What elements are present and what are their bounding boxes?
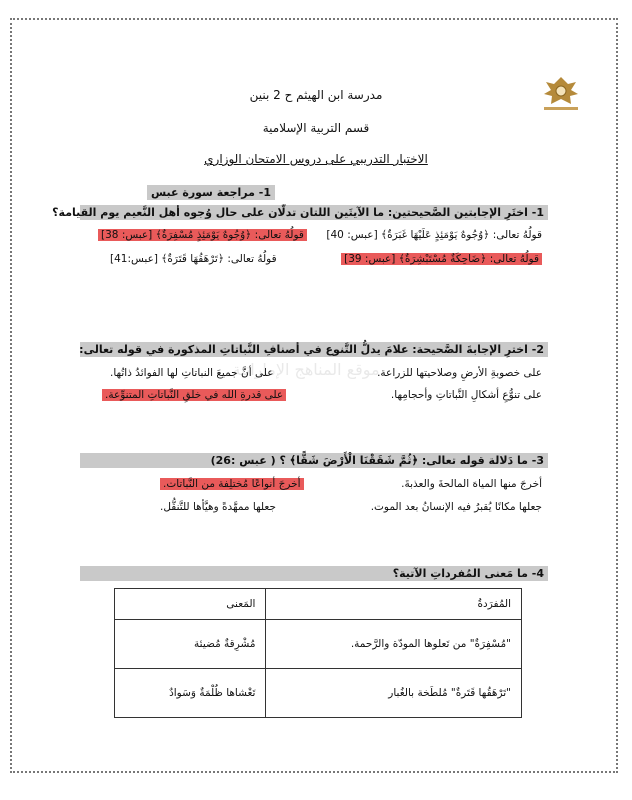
section3-question: 3- ما دَلالة قوله تعالى: ﴿ثُمَّ شَقَقْنَا الْأَرْضَ شَقًّا﴾ ؟ ( عبس :26) bbox=[80, 453, 548, 468]
s3-option-1: أخرجَ أنواعًا مُختلِفة من النَّباتات. bbox=[160, 478, 304, 490]
table-cell: مُشْرِقةٌ مُضيئة bbox=[115, 620, 266, 669]
s2-option-2: على تنوُّعِ أشكالِ النَّباتاتِ وأحجامِها. bbox=[390, 389, 542, 401]
department-title: قسم التربية الإسلامية bbox=[262, 121, 370, 135]
s2-option-0: على خصوبةِ الأرضِ وصلاحيتها للزراعة. bbox=[377, 367, 542, 379]
table-header-cell: المَعنى bbox=[115, 589, 266, 620]
s3-option-0: أخرجَ منها المياهَ المالحةَ والعذبةَ. bbox=[401, 478, 542, 490]
s3-option-2: جعلها مكانًا يُقبرُ فيه الإنسانُ بعد الموت. bbox=[370, 501, 542, 513]
table-row bbox=[115, 620, 522, 669]
s3-option-3: جعلها ممهَّدةً وهيَّأها للتَّنقُّل. bbox=[160, 501, 276, 513]
table-cell: "تَرْهَقُها قَتَرةٌ" مُلطَخة بالغُبار bbox=[266, 669, 522, 718]
s2-option-3: على قدرةِ الله في خلقِ النَّباتاتِ المتنوِّعة. bbox=[102, 389, 286, 401]
section1-title: 1- مراجعة سورة عبس bbox=[147, 185, 275, 200]
table-header-cell: المُفرَدةُ bbox=[266, 589, 522, 620]
vocabulary-table bbox=[114, 588, 522, 718]
watermark: موقع المناهج الإماراتية bbox=[232, 360, 380, 379]
s1-option-2: قولُهُ تعالى: ﴿ضَاحِكَةٌ مُسْتَبْشِرَةٌ﴾ [عبس: 39] bbox=[341, 253, 542, 265]
table-row bbox=[115, 669, 522, 718]
section2-question: 2- اخترِ الإجابةَ الصَّحيحة: علامَ يدلُّ التَّنوع في أصنافِ النَّباتاتِ المذكورة في قوله تعالى: bbox=[80, 342, 548, 357]
s2-option-1: على أنَّ جميعَ النباتاتِ لها الفوائدُ ذاتُها. bbox=[110, 367, 274, 379]
section4-question: 4- ما مَعنى المُفرداتِ الآتية؟ bbox=[80, 566, 548, 581]
exam-title: الاختبار التدريبي على دروس الامتحان الوزاري bbox=[204, 152, 428, 166]
s1-option-0: قولُهُ تعالى: ﴿وُجُوهٌ يَوْمَئِذٍ مُسْفِرَةٌ﴾ [عبس: 38] bbox=[98, 229, 307, 241]
school-name: مدرسة ابن الهيثم ح 2 بنين bbox=[249, 88, 383, 102]
s1-option-3: قولُهُ تعالى: ﴿تَرْهَقُهَا قَتَرَةٌ﴾ [عبس:41] bbox=[110, 253, 277, 265]
section1-question: 1- اختَرِ الإجابتين الصَّحيحتين: ما الآيتَين اللتان تدلّان على حال وُجوه أهل النَّعيم يوم القيامة؟ bbox=[80, 205, 548, 220]
s1-option-1: قولُهُ تعالى: ﴿وُجُوهٌ يَوْمَئِذٍ عَلَيْهَا غَبَرَةٌ﴾ [عبس: 40] bbox=[326, 229, 542, 241]
table-cell: "مُسْفِرَةٌ" من تَعلوها المودّة والرَّحمة. bbox=[266, 620, 522, 669]
table-cell: تَغْشاها ظُلْمَةٌ وَسَوادٌ bbox=[115, 669, 266, 718]
table-header-row bbox=[115, 589, 522, 620]
